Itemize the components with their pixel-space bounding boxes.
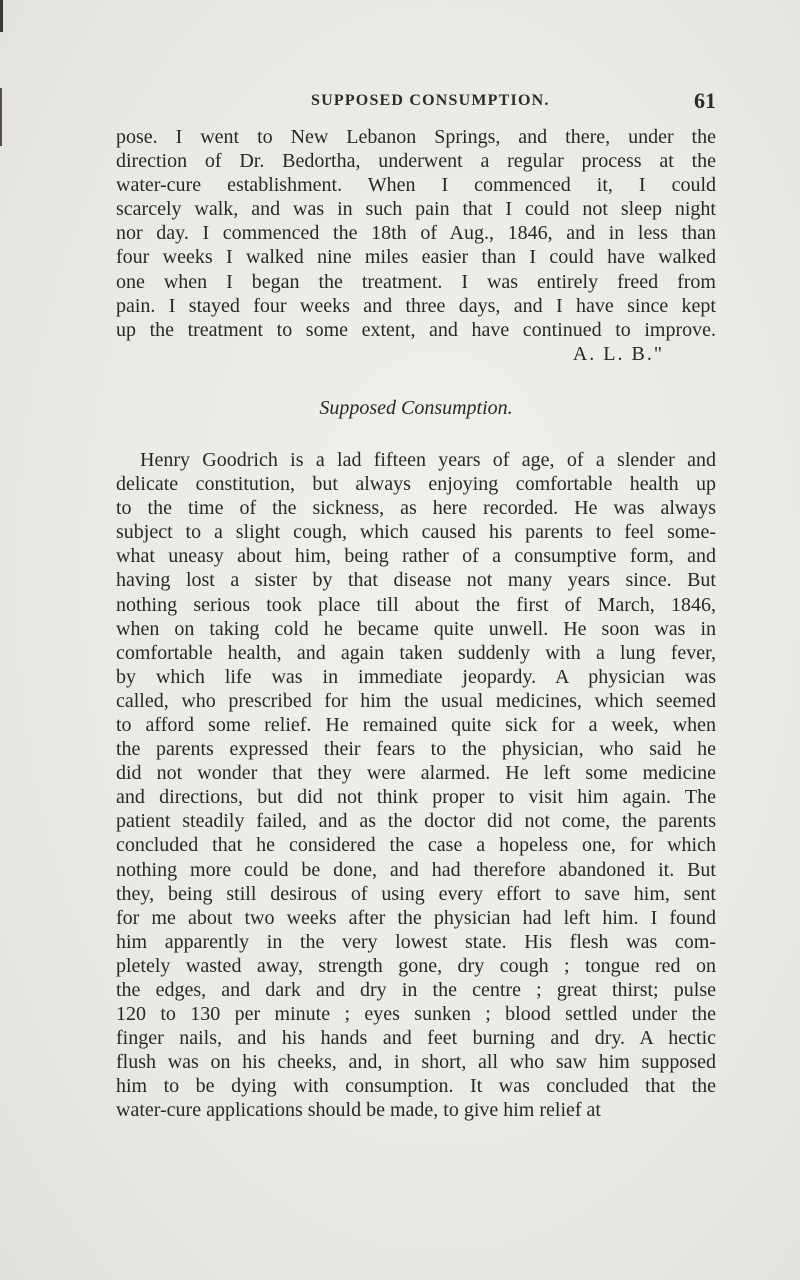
text-line: having lost a sister by that disease not many years since. But bbox=[116, 569, 716, 592]
text-line: the edges, and dark and dry in the centre ; great thirst; pulse bbox=[116, 979, 716, 1001]
text-line: flush was on his cheeks, and, in short, all who saw him supposed bbox=[116, 1051, 716, 1074]
text-line: they, being still desirous of using every effort to save him, sent bbox=[116, 882, 716, 905]
text-line: him to be dying with consumption. It was concluded that the bbox=[116, 1075, 716, 1098]
text-line: pletely wasted away, strength gone, dry cough ; tongue red on bbox=[116, 954, 716, 977]
text-line: and directions, but did not think proper to visit him again. The bbox=[116, 786, 716, 809]
text-line: called, who prescribed for him the usual medicines, which seemed bbox=[116, 689, 716, 712]
text-line: direction of Dr. Bedortha, underwent a regular process at the bbox=[116, 150, 716, 173]
text-line: patient steadily failed, and as the doctor did not come, the parents bbox=[116, 810, 716, 833]
page-number: 61 bbox=[694, 88, 716, 113]
text-line: pain. I stayed four weeks and three days, and I have since kept bbox=[116, 294, 716, 317]
running-head: SUPPOSED CONSUMPTION. bbox=[311, 92, 550, 109]
text-line: the parents expressed their fears to the physician, who said he bbox=[116, 738, 716, 761]
text-line: Henry Goodrich is a lad fifteen years of age, of a slender and bbox=[140, 448, 716, 471]
text-line: four weeks I walked nine miles easier than I could have walked bbox=[116, 246, 716, 269]
text-line: nothing more could be done, and had therefore abandoned it. But bbox=[116, 858, 716, 881]
text-line: nor day. I commenced the 18th of Aug., 1846, and in less than bbox=[116, 222, 716, 245]
text-line: scarcely walk, and was in such pain that I could not sleep night bbox=[116, 198, 716, 221]
text-line: concluded that he considered the case a hopeless one, for which bbox=[116, 834, 716, 857]
text-line: subject to a slight cough, which caused his parents to feel some- bbox=[116, 521, 716, 544]
page-header bbox=[116, 88, 716, 118]
text-line: water-cure establishment. When I commenced it, I could bbox=[116, 174, 716, 197]
paragraph bbox=[116, 448, 716, 1123]
text-line: up the treatment to some extent, and have continued to improve. bbox=[116, 318, 716, 341]
text-line: one when I began the treatment. I was entirely freed from bbox=[116, 270, 716, 293]
text-line: finger nails, and his hands and feet burning and dry. A hectic bbox=[116, 1027, 716, 1050]
text-line: what uneasy about him, being rather of a consumptive form, and bbox=[116, 545, 716, 568]
text-line: pose. I went to New Lebanon Springs, and there, under the bbox=[116, 126, 716, 148]
text-line: by which life was in immediate jeopardy. A physician was bbox=[116, 665, 716, 688]
text-line: water-cure applications should be made, to give him relief at bbox=[116, 1099, 601, 1122]
section-title: Supposed Consumption. bbox=[319, 396, 513, 419]
text-line: for me about two weeks after the physician had left him. I found bbox=[116, 906, 716, 929]
body-text bbox=[116, 125, 716, 1123]
paragraph-continuation bbox=[116, 125, 716, 366]
text-line: nothing serious took place till about the first of March, 1846, bbox=[116, 593, 716, 616]
text-line: 120 to 130 per minute ; eyes sunken ; blood settled under the bbox=[116, 1003, 716, 1026]
text-line: to afford some relief. He remained quite sick for a week, when bbox=[116, 713, 716, 736]
text-line: to the time of the sickness, as here recorded. He was always bbox=[116, 497, 716, 520]
text-line: when on taking cold he became quite unwell. He soon was in bbox=[116, 617, 716, 640]
letter-signature: A. L. B." bbox=[572, 342, 664, 365]
text-line: delicate constitution, but always enjoying comfortable health up bbox=[116, 473, 716, 496]
text-line: him apparently in the very lowest state. His flesh was com- bbox=[116, 930, 716, 953]
text-line: comfortable health, and again taken suddenly with a lung fever, bbox=[116, 641, 716, 664]
page-edge-mark bbox=[0, 88, 2, 146]
page-edge-mark bbox=[0, 0, 3, 32]
text-line: did not wonder that they were alarmed. He left some medicine bbox=[116, 762, 716, 785]
